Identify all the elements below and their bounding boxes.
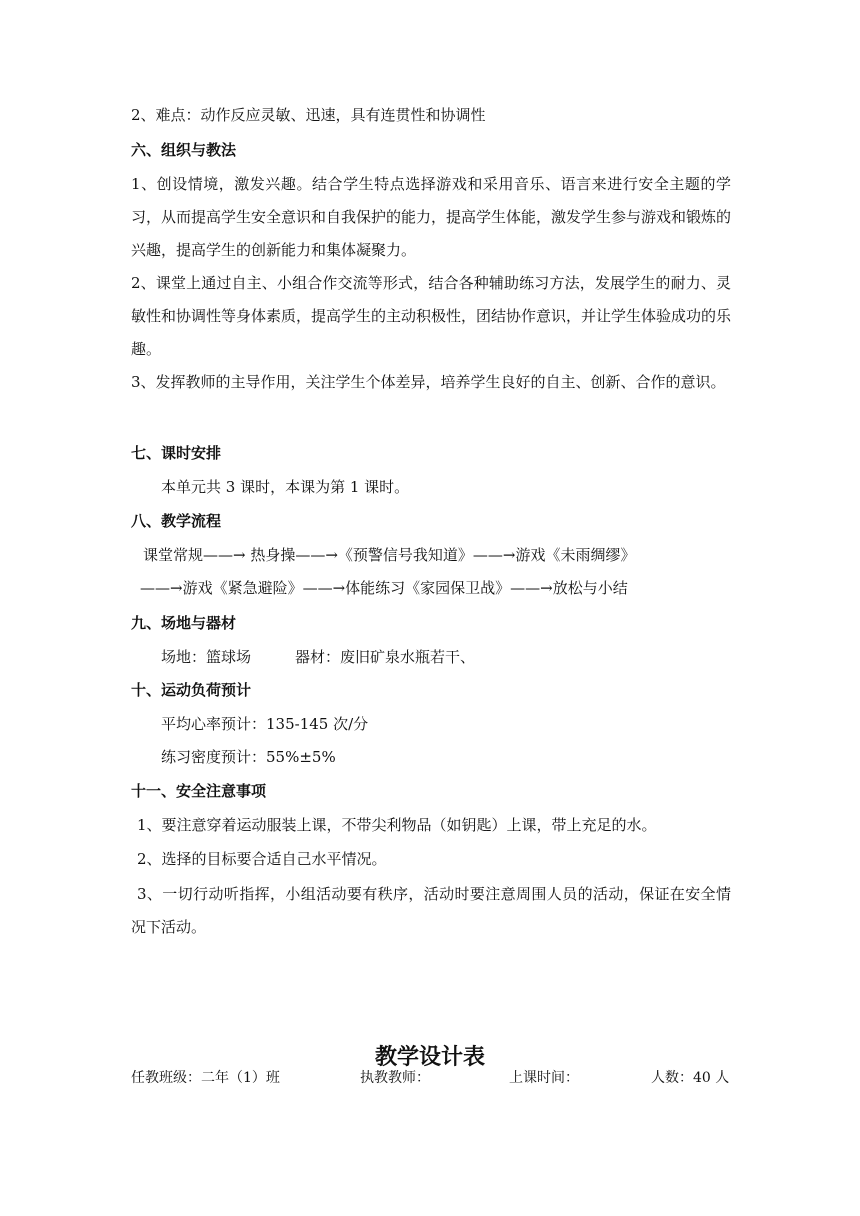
venue-equipment-line — [161, 647, 761, 667]
teacher-info: 执教教师： — [360, 1070, 430, 1086]
class-info: 任教班级：二年（1）班 — [131, 1070, 280, 1086]
section-6-paragraph-2: 2、课堂上通过自主、小组合作交流等形式，结合各种辅助练习方法，发展学生的耐力、灵敏性和协调性等身体素质，提高学生的主动积极性，团结协作意识，并让学生体验成功的乐趣。 — [131, 274, 732, 358]
time-info: 上课时间： — [509, 1070, 579, 1086]
density-text: 练习密度预计：55%±5% — [161, 748, 336, 766]
safety-item-2: 2、选择的目标要合适自己水平情况。 — [137, 850, 387, 868]
section-7-heading: 七、课时安排 — [131, 444, 222, 462]
difficulty-line: 2、难点：动作反应灵敏、迅速，具有连贯性和协调性 — [131, 106, 486, 124]
section-9-heading: 九、场地与器材 — [131, 614, 237, 632]
section-8-heading: 八、教学流程 — [131, 512, 222, 530]
count-info: 人数：40 人 — [651, 1070, 730, 1086]
section-6-paragraph-3: 3、发挥教师的主导作用，关注学生个体差异，培养学生良好的自主、创新、合作的意识。 — [131, 373, 726, 391]
teaching-flow-line-1: 课堂常规——→ 热身操——→《预警信号我知道》——→游戏《未雨绸缪》 — [143, 546, 636, 564]
lesson-schedule-text: 本单元共 3 课时，本课为第 1 课时。 — [161, 478, 410, 496]
heart-rate-text: 平均心率预计：135-145 次/分 — [161, 715, 369, 733]
venue-text: 场地：篮球场 — [161, 648, 252, 666]
section-6-heading: 六、组织与教法 — [131, 141, 237, 159]
section-11-heading: 十一、安全注意事项 — [131, 782, 267, 800]
safety-item-1: 1、要注意穿着运动服装上课，不带尖利物品（如钥匙）上课，带上充足的水。 — [137, 816, 657, 834]
section-6-paragraph-1: 1、创设情境，激发兴趣。结合学生特点选择游戏和采用音乐、语言来进行安全主题的学习，从而提高学生安全意识和自我保护的能力，提高学生体能，激发学生参与游戏和锻炼的兴趣，提高学生的创新能力和集体凝聚力。 — [131, 175, 732, 259]
teaching-flow-line-2: ——→游戏《紧急避险》——→体能练习《家园保卫战》——→放松与小结 — [140, 579, 628, 597]
safety-item-3: 3、一切行动听指挥，小组活动要有秩序，活动时要注意周围人员的活动，保证在安全情况下活动。 — [131, 885, 731, 936]
equipment-text: 器材：废旧矿泉水瓶若干、 — [295, 648, 476, 666]
design-table-title: 教学设计表 — [374, 1045, 485, 1070]
section-10-heading: 十、运动负荷预计 — [131, 681, 252, 699]
